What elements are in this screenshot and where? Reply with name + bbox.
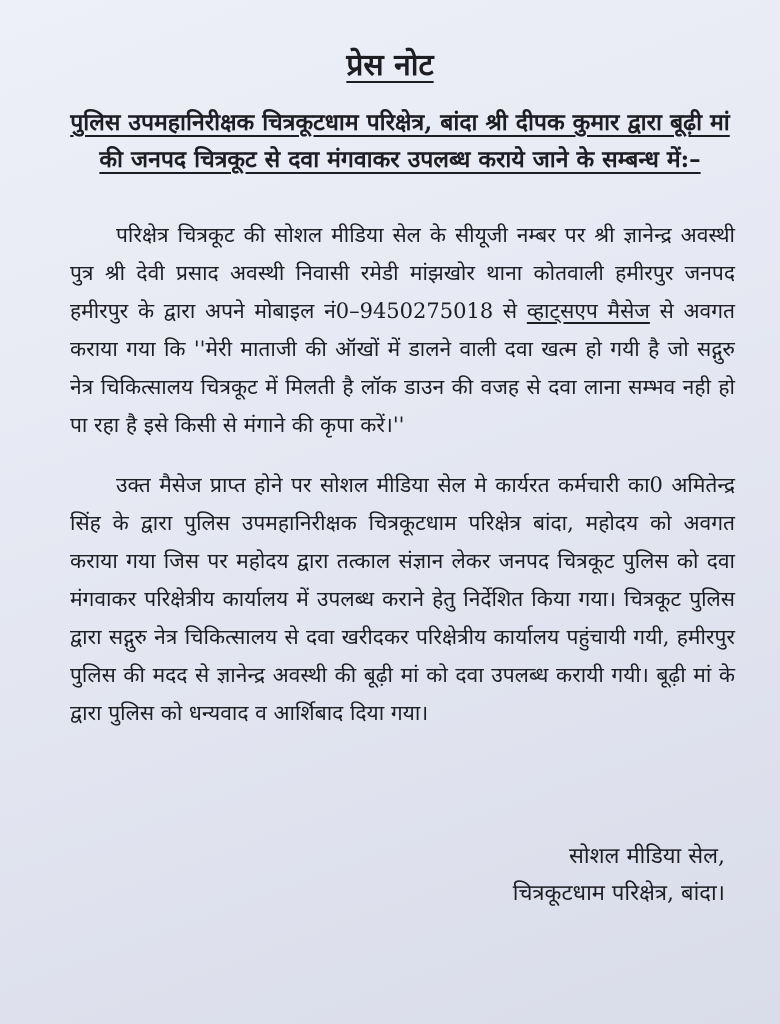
paragraph-2: उक्त मैसेज प्राप्त होने पर सोशल मीडिया सेल मे कार्यरत कर्मचारी का0 अमितेन्द्र सिंह के द्वारा पुलिस उपमहानिरीक्षक चित्रकूटधाम परिक्षेत्र बांदा, महोदय को अवगत कराया गया जिस पर महोदय द्वारा तत्काल संज्ञान लेकर जनपद चित्रकूट पुलिस को दवा मंगवाकर परिक्षेत्रीय कार्यालय में उपलब्ध कराने हेतु निर्देशित किया गया। चित्रकूट पुलिस द्वारा सद्गुरु नेत्र चिकित्सालय से दवा खरीदकर परिक्षेत्रीय कार्यालय पहुंचायी गयी, हमीरपुर पुलिस की मदद से ज्ञानेन्द्र अवस्थी की बूढ़ी मां को दवा उपलब्ध करायी गयी। बूढ़ी मां के द्वारा पुलिस को धन्यवाद व आर्शिबाद दिया गया। <box>70 473 735 725</box>
signature-line-2: चित्रकूटधाम परिक्षेत्र, बांदा। <box>512 881 725 906</box>
paragraph-1-start: परिक्षेत्र चित्रकूट की सोशल मीडिया सेल के सीयूजी नम्बर पर श्री ज्ञानेन्द्र अवस्थी पुत्र श्री देवी प्रसाद अवस्थी निवासी रमेडी मांझखोर थाना कोतवाली हमीरपुर जनपद हमीरपुर के द्वारा अपने मोबाइल नं0–9450275018 से <box>70 223 735 323</box>
whatsapp-message-underlined: व्हाट्सएप मैसेज <box>526 299 650 323</box>
subject-text: पुलिस उपमहानिरीक्षक चित्रकूटधाम परिक्षेत्र, बांदा श्री दीपक कुमार द्वारा बूढ़ी मां की जनपद चित्रकूट से दवा मंगवाकर उपलब्ध कराये जाने के सम्बन्ध में:– <box>70 109 730 173</box>
title-text: प्रेस नोट <box>346 48 434 83</box>
subject-heading <box>60 104 740 178</box>
paragraph-1 <box>70 216 735 444</box>
signature-line-1: सोशल मीडिया सेल, <box>569 844 725 869</box>
paragraph-1-end: से अवगत कराया गया कि ''मेरी माताजी की ऑखों में डालने वाली दवा खत्म हो गयी है जो सद्गुरु नेत्र चिकित्सालय चित्रकूट में मिलती है लॉक डाउन की वजह से दवा लाना सम्भव नही हो पा रहा है इसे किसी से मंगाने की कृपा करें।'' <box>70 299 735 437</box>
signature-block <box>513 838 725 912</box>
page-title <box>0 46 780 86</box>
